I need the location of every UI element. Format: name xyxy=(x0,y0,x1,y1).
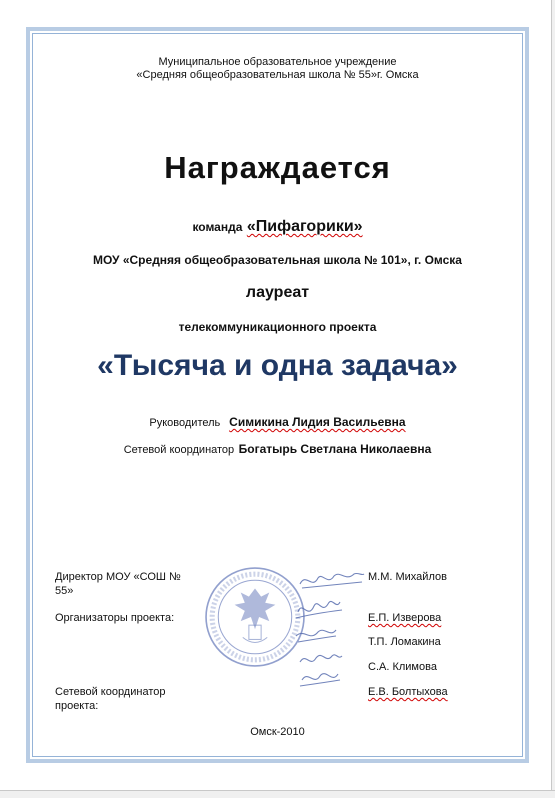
director-name: М.М. Михайлов xyxy=(368,571,447,583)
team-name: «Пифагорики» xyxy=(246,218,363,235)
organizer-name: Е.П. Изверова xyxy=(368,612,442,624)
laureate-label: лауреат xyxy=(245,284,310,301)
supervisor-line xyxy=(32,413,523,431)
organizer-name: Т.П. Ломакина xyxy=(368,636,441,648)
organizer-name: С.А. Климова xyxy=(368,661,437,673)
school-name: МОУ «Средняя общеобразовательная школа № 101», г. Омска xyxy=(93,253,462,267)
team-line xyxy=(32,218,523,236)
net-coordinator-name: Е.В. Болтыхова xyxy=(368,686,448,698)
page-edge xyxy=(551,0,555,797)
organizers-label: Организаторы проекта: xyxy=(55,612,175,624)
project-name: «Тысяча и одна задача» xyxy=(97,349,458,382)
city-year: Омск-2010 xyxy=(250,726,305,738)
director-label: Директор МОУ «СОШ № 55» xyxy=(55,571,181,597)
supervisor-name: Симикина Лидия Васильевна xyxy=(229,415,406,429)
supervisor-label: Руководитель xyxy=(149,417,221,429)
official-stamp xyxy=(204,566,306,668)
team-label: команда xyxy=(192,220,243,234)
org-name-line2: «Средняя общеобразовательная школа № 55»г. Омска xyxy=(136,69,419,81)
coordinator-line xyxy=(32,440,523,458)
handwritten-signatures xyxy=(292,568,368,696)
org-name-line1: Муниципальное образовательное учреждение xyxy=(158,56,397,68)
project-label: телекоммуникационного проекта xyxy=(178,320,377,334)
coordinator-name: Богатырь Светлана Николаевна xyxy=(238,442,432,456)
coordinator-label: Сетевой координатор xyxy=(123,444,235,456)
certificate-title: Награждается xyxy=(164,150,391,185)
net-coordinator-label: Сетевой координатор проекта: xyxy=(55,686,166,712)
